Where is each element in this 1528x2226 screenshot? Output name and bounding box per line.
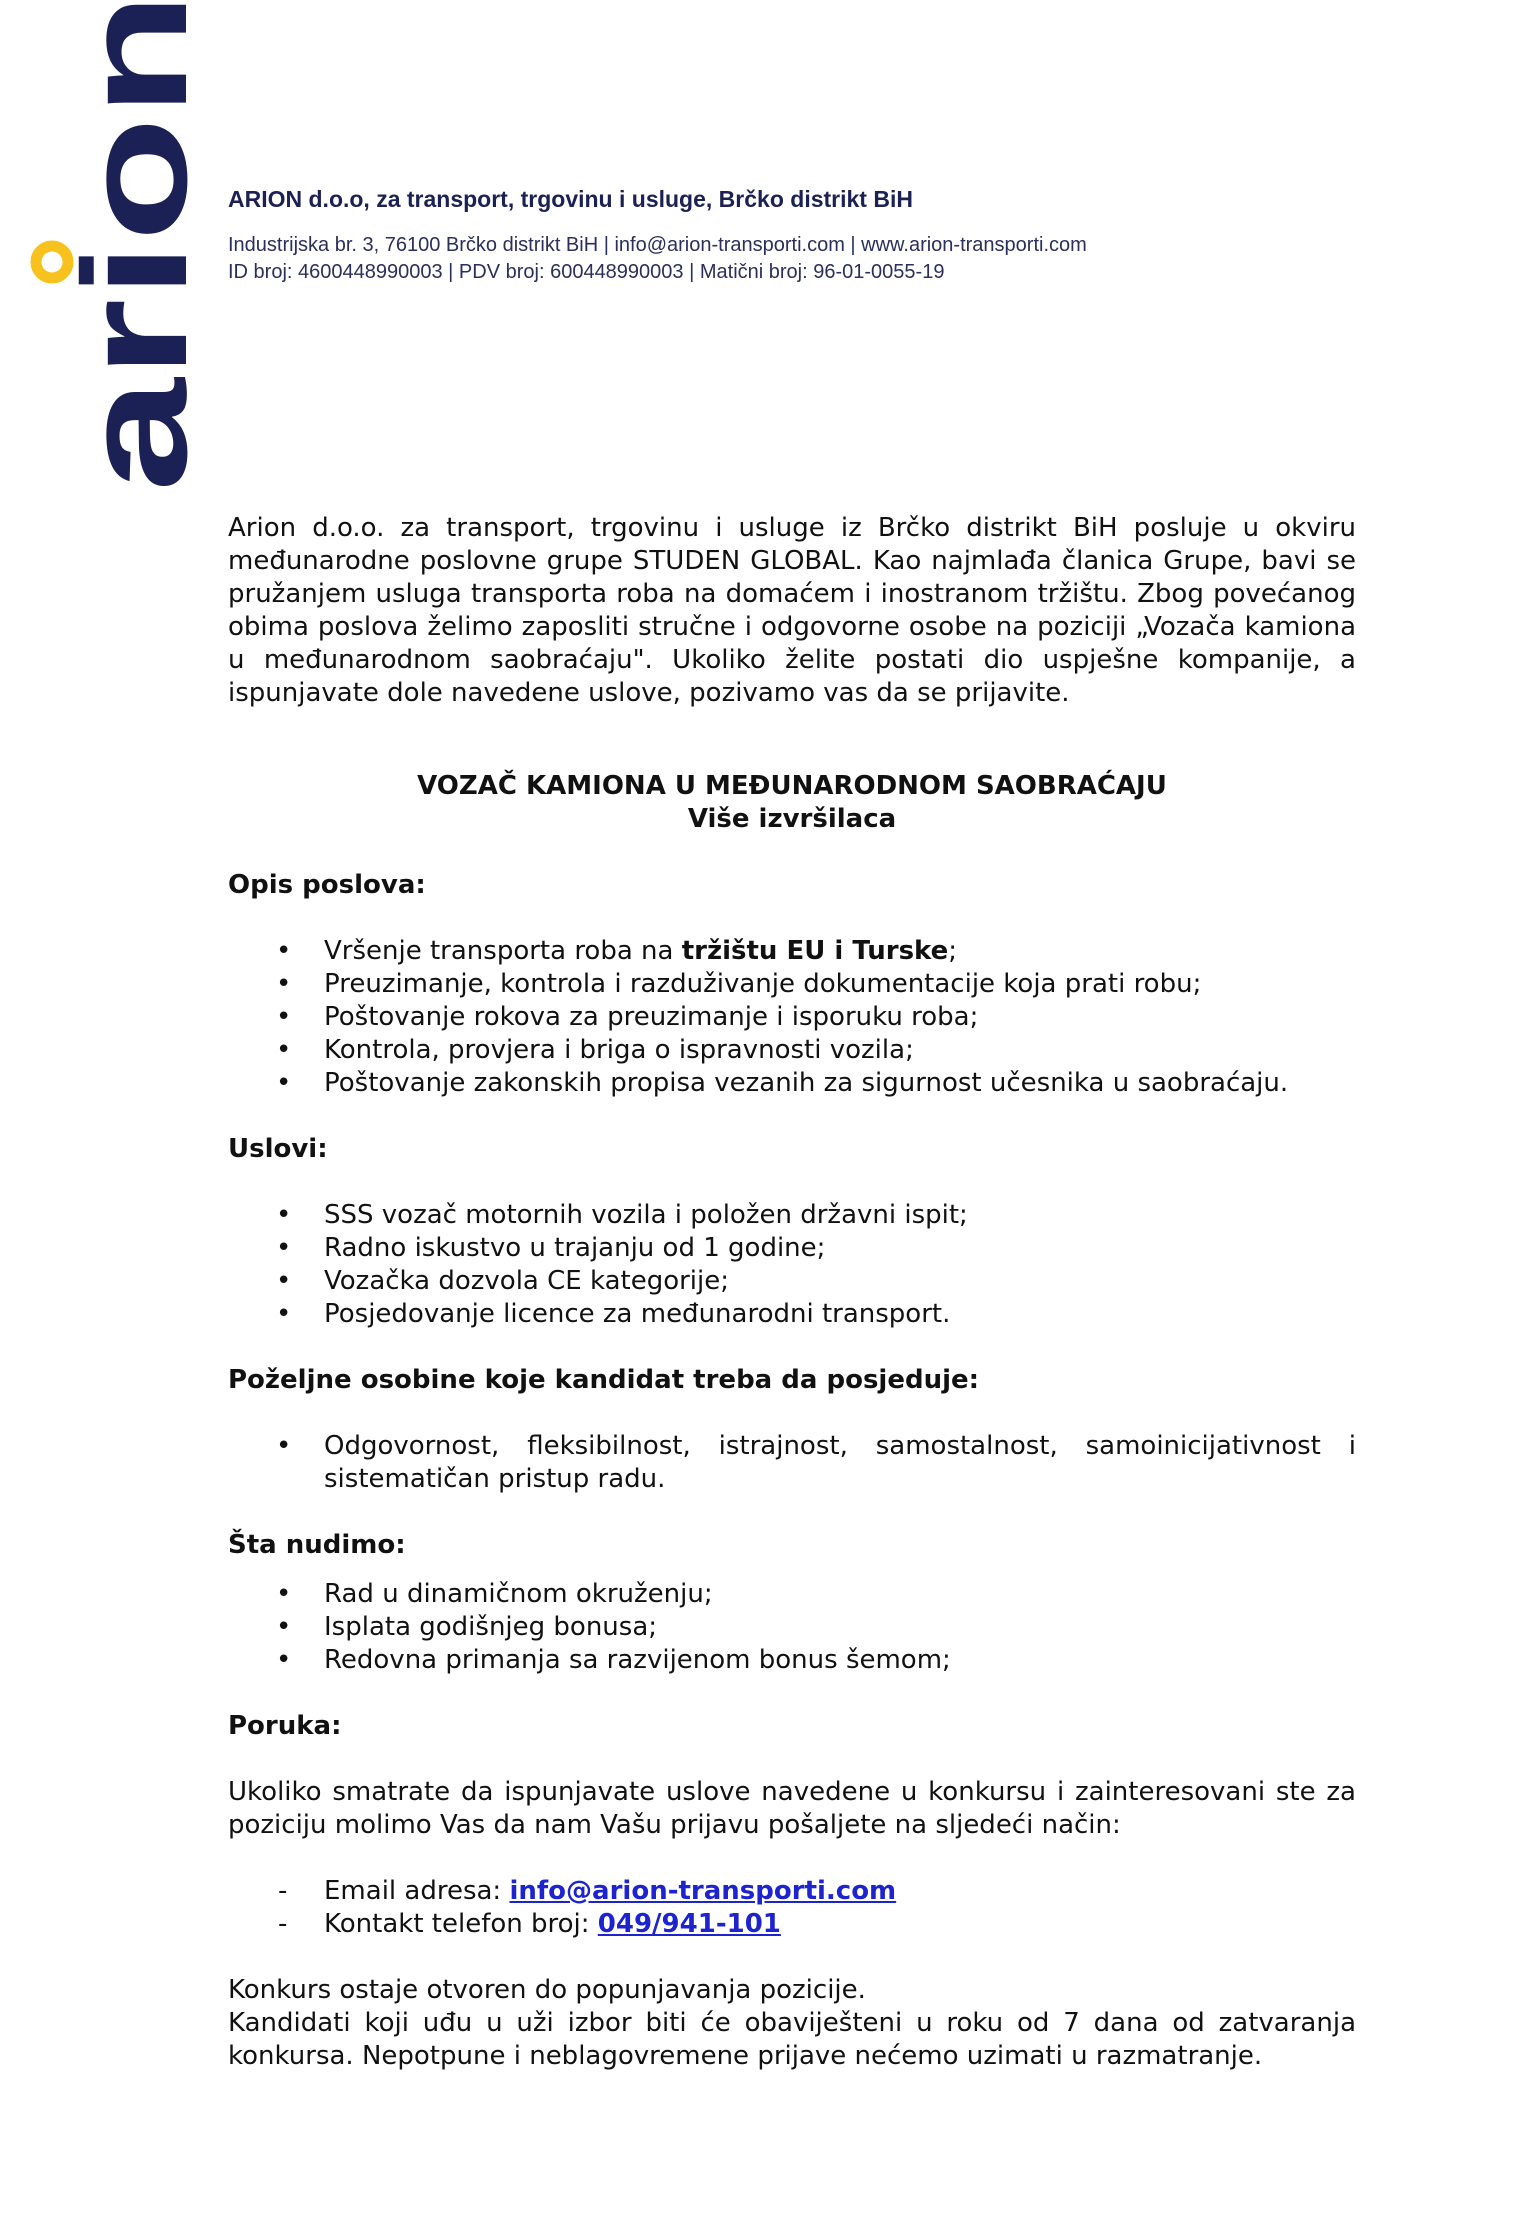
closing-line-2: Kandidati koji uđu u uži izbor biti će obaviješteni u roku od 7 dana od zatvaranja konkursa. Nepotpune i neblagovremene prijave nećemo uzimati u razmatranje. (228, 2008, 1356, 2071)
document-body (228, 512, 1356, 2073)
section-heading-opis: Opis poslova: (228, 870, 426, 900)
company-name: ARION d.o.o, za transport, trgovinu i usluge, Brčko distrikt BiH (228, 186, 913, 212)
section-heading-poruka: Poruka: (228, 1711, 342, 1741)
contact-list (228, 1875, 1356, 1941)
list-item: • Poštovanje zakonskih propisa vezanih za sigurnost učesnika u saobraćaju. (228, 1067, 1356, 1100)
list-item: • Preuzimanje, kontrola i razduživanje dokumentacije koja prati robu; (228, 968, 1356, 1001)
position-subtitle: Više izvršilaca (687, 804, 897, 834)
contact-email-item: - Email adresa: info@arion-transporti.com (228, 1875, 1356, 1908)
nudimo-list (228, 1578, 1356, 1677)
list-item: • Posjedovanje licence za međunarodni transport. (228, 1298, 1356, 1331)
uslovi-list (228, 1199, 1356, 1331)
contact-phone-item: - Kontakt telefon broj: 049/941-101 (228, 1908, 1356, 1941)
position-title: VOZAČ KAMIONA U MEĐUNARODNOM SAOBRAĆAJU (417, 771, 1167, 801)
company-info (228, 232, 1087, 286)
osobine-list (228, 1430, 1356, 1496)
phone-link[interactable]: 049/941-101 (597, 1909, 781, 1939)
arion-logo-graphic (53, 0, 218, 500)
section-heading-uslovi: Uslovi: (228, 1134, 328, 1164)
list-item: • SSS vozač motornih vozila i položen državni ispit; (228, 1199, 1356, 1232)
opis-list (228, 935, 1356, 1100)
logo-yellow-dot (36, 246, 68, 278)
position-title-block (228, 770, 1356, 836)
section-heading-nudimo: Šta nudimo: (228, 1530, 406, 1560)
intro-paragraph: Arion d.o.o. za transport, trgovinu i usluge iz Brčko distrikt BiH posluje u okviru međunarodne poslovne grupe STUDEN GLOBAL. Kao najmlađa članica Grupe, bavi se pružanjem usluga transporta roba na domaćem i inostranom tržištu. Zbog povećanog obima poslova želimo zaposliti stručne i odgovorne osobe na poziciji „Vozača kamiona u međunarodnom saobraćaju". Ukoliko želite postati dio uspješne kompanije, a ispunjavate dole navedene uslove, pozivamo vas da se prijavite. (228, 513, 1356, 708)
list-item: • Redovna primanja sa razvijenom bonus šemom; (228, 1644, 1356, 1677)
section-heading-osobine: Poželjne osobine koje kandidat treba da posjeduje: (228, 1365, 980, 1395)
company-id-line: ID broj: 4600448990003 | PDV broj: 600448990003 | Matični broj: 96-01-0055-19 (228, 261, 945, 283)
list-item: • Rad u dinamičnom okruženju; (228, 1578, 1356, 1611)
company-address-line: Industrijska br. 3, 76100 Brčko distrikt BiH | info@arion-transporti.com | www.arion-transporti.com (228, 234, 1087, 256)
closing-line-1: Konkurs ostaje otvoren do popunjavanja pozicije. (228, 1975, 866, 2005)
company-logo (53, 0, 218, 500)
email-link[interactable]: info@arion-transporti.com (509, 1876, 897, 1906)
list-item: • Odgovornost, fleksibilnost, istrajnost, samostalnost, samoinicijativnost i sistematičan pristup radu. (228, 1430, 1356, 1496)
logo-wordmark: arion (53, 130, 218, 492)
list-item: • Radno iskustvo u trajanju od 1 godine; (228, 1232, 1356, 1265)
list-item: • Poštovanje rokova za preuzimanje i isporuku roba; (228, 1001, 1356, 1034)
list-item: • Vozačka dozvola CE kategorije; (228, 1265, 1356, 1298)
poruka-paragraph: Ukoliko smatrate da ispunjavate uslove navedene u konkursu i zainteresovani ste za poziciju molimo Vas da nam Vašu prijavu pošaljete na sljedeći način: (228, 1777, 1356, 1840)
list-item: • Kontrola, provjera i briga o ispravnosti vozila; (228, 1034, 1356, 1067)
highlight-market: tržištu EU i Turske (681, 936, 949, 966)
list-item: • Isplata godišnjeg bonusa; (228, 1611, 1356, 1644)
list-item: • Vršenje transporta roba na tržištu EU i Turske; (228, 935, 1356, 968)
